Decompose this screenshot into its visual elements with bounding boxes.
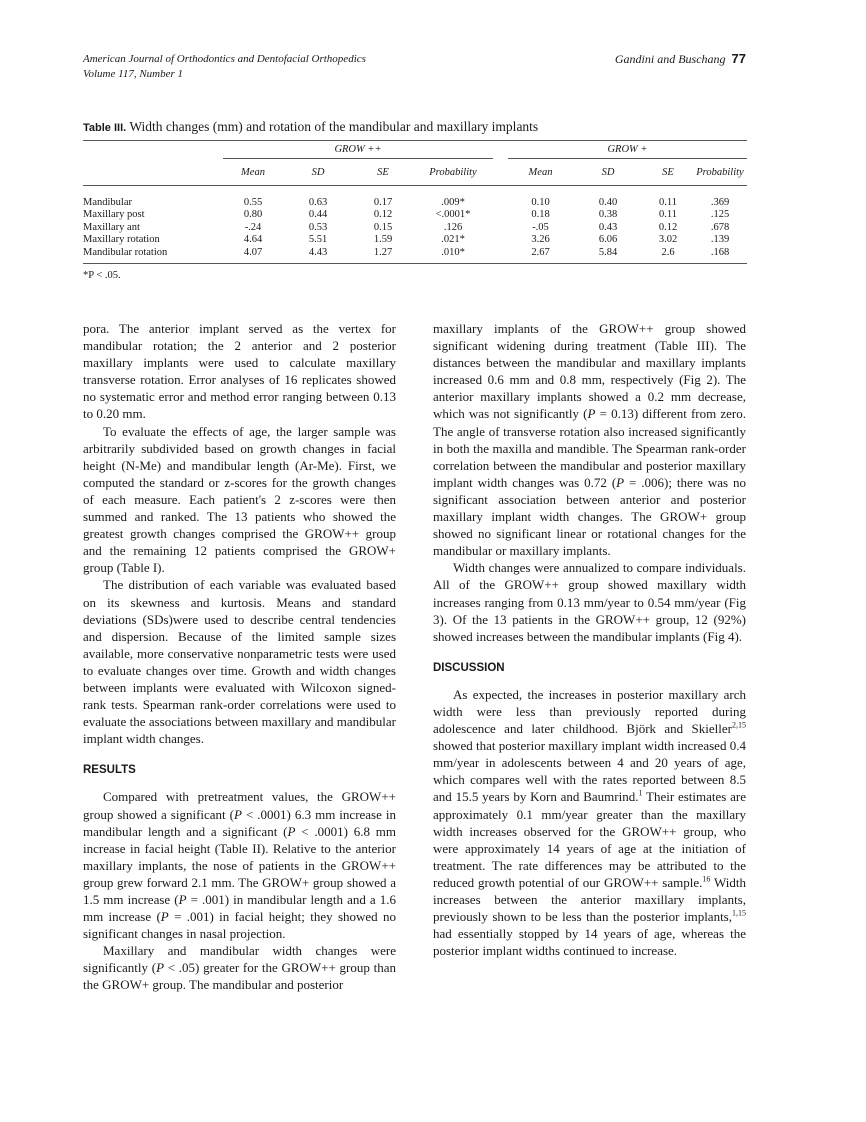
table-cell: 0.40 (598, 196, 618, 208)
citation-superscript: 2,15 (732, 720, 746, 730)
section-heading: RESULTS (83, 764, 136, 777)
table-footnote: *P < .05. (83, 270, 121, 281)
table-cell: 0.11 (659, 209, 677, 221)
paragraph (433, 559, 746, 644)
table-cell: 0.18 (531, 209, 550, 221)
table-row (83, 221, 747, 234)
table-cell: 0.38 (598, 209, 618, 221)
table-cell: .009* (441, 196, 465, 208)
table-caption (83, 119, 538, 135)
table-cell: 1.27 (353, 246, 413, 263)
text-run: To evaluate the effects of age, the larger sample was arbitrarily subdivided based on growth changes in facial height (N-Me) and mandibular length (Ar-Me). First, we computed the standard or z-scores for the growth changes of each measure. Each patient's 2 z-scores were then summed and ranked. The 13 patients who showed the greatest growth changes comprised the GROW++ group and the remaining 12 patients comprised the GROW+ group (Table I). (83, 423, 396, 576)
right-text-column (433, 320, 746, 959)
left-text-column (83, 320, 396, 994)
paragraph (83, 320, 396, 423)
text-run: showed that posterior maxillary implant width increased 0.4 mm/year in adolescents between 4 and 20 years of age, which compares well with the rates reported between 8.5 and 15.5 years by Korn and Baumrind. (433, 738, 746, 805)
table-cell: 0.12 (373, 209, 393, 221)
running-header-authors (615, 51, 746, 67)
running-header-journal (83, 52, 366, 82)
page-number: 77 (731, 51, 746, 66)
table-cell: 0.17 (373, 196, 393, 208)
italic-symbol: P (160, 909, 169, 925)
column-header: SE (353, 159, 413, 186)
text-run: < .0001) 6.8 mm increase in facial height (Table II). Relative to the anterior maxillary implants, the nose of patients in the GROW++ group grew forward 2.1 mm. The GROW+ group showed a 1.5 mm increase ( (83, 823, 396, 907)
text-run: maxillary implants of the GROW++ group showed significant widening during treatment (Table III). The distances between the mandibular and maxillary implants increased 0.6 mm and 0.8 mm, respectively (Fig 2). The anterior maxillary implants showed a 0.2 mm decrease, which was not significantly ( (433, 321, 746, 422)
table-cell: 5.84 (573, 246, 643, 263)
table-cell: 0.55 (243, 196, 263, 208)
text-run: Maxillary and mandibular width changes were significantly ( (83, 943, 396, 976)
table-cell: .125 (710, 209, 730, 221)
table-cell: 4.43 (283, 246, 353, 263)
column-header: SD (573, 159, 643, 186)
table-row (83, 246, 747, 263)
spacer-cell (493, 234, 508, 247)
text-run: = 0.13) different from zero. The angle of transverse rotation also increased significantly in both the maxilla and mandible. The Spearman rank-order correlation between the mandibular and posterior maxillary implant width changes was 0.72 ( (433, 406, 746, 490)
text-run: As expected, the increases in posterior maxillary arch width were less than previously reported during adolescence and later childhood. Björk and Skieller (433, 686, 746, 737)
text-run: Width changes were annualized to compare individuals. All of the GROW++ group showed maxillary width increases ranging from 0.13 mm/year to 0.54 mm/year (Fig 3). Of the 13 patients in the GROW++ group, 12 (92%) showed increases between the mandibular implants (Fig 4). (433, 560, 746, 644)
row-label: Maxillary ant (83, 221, 140, 233)
column-header: Probability (693, 159, 747, 186)
table-label: Table III. (83, 122, 127, 134)
citation-superscript: 1,15 (732, 908, 746, 918)
row-label: Mandibular (83, 196, 132, 208)
table-cell: 0.15 (373, 221, 393, 233)
paragraph (83, 788, 396, 942)
section-heading: DISCUSSION (433, 661, 505, 674)
table-cell: -.24 (244, 221, 262, 233)
table-cell: <.0001* (435, 209, 471, 221)
column-header: SE (643, 159, 693, 186)
data-table (83, 140, 747, 264)
text-run: < .0001) 6.3 mm increase in mandibular length and a significant ( (83, 806, 396, 839)
text-run: = .001) in facial height; they showed no significant changes in nasal projection. (83, 909, 396, 942)
spacer-cell (493, 186, 508, 209)
text-run: Compared with pretreatment values, the GROW++ group showed a significant ( (83, 789, 396, 822)
paragraph (83, 576, 396, 747)
column-header: Mean (508, 159, 573, 186)
table-cell: 4.64 (243, 234, 263, 246)
paragraph (83, 942, 396, 993)
table-cell: .021* (441, 234, 465, 246)
table-cell: -.05 (532, 221, 549, 233)
spacer-cell (493, 221, 508, 234)
table-cell: 0.12 (658, 221, 678, 233)
group-header-grow-plus-plus: GROW ++ (223, 141, 493, 159)
italic-symbol: P (587, 406, 596, 422)
row-label: Mandibular rotation (83, 246, 223, 263)
paragraph (83, 423, 396, 577)
table-cell: 0.10 (531, 196, 550, 208)
table-cell: .010* (413, 246, 493, 263)
journal-title: American Journal of Orthodontics and Dentofacial Orthopedics (83, 53, 366, 65)
text-run: = .001) in mandibular length and a 1.6 mm increase ( (83, 892, 396, 925)
table-row (83, 209, 747, 222)
column-header: SD (283, 159, 353, 186)
row-label: Maxillary rotation (83, 234, 160, 246)
column-header: Probability (413, 159, 493, 186)
table-cell: 0.80 (243, 209, 263, 221)
table-cell: .139 (710, 234, 730, 246)
table-cell: 0.44 (308, 209, 328, 221)
table-cell: 3.26 (531, 234, 550, 246)
text-run: Width increases between the anterior maxillary implants, previously shown to be less than the posterior implants, (433, 874, 746, 925)
table-cell: .126 (443, 221, 463, 233)
table-cell: 5.51 (308, 234, 328, 246)
table-cell: 4.07 (223, 246, 283, 263)
column-header: Mean (223, 159, 283, 186)
text-run: Their estimates are approximately 0.1 mm/year greater than the maxillary width increases observed for the GROW++ group, who were approximately 14 years of age at the initiation of treatment. The rate differences may be attributed to the reduced growth potential of our GROW++ sample. (433, 789, 746, 890)
italic-symbol: P (156, 960, 165, 976)
paragraph (433, 686, 746, 960)
row-label: Maxillary post (83, 209, 145, 221)
spacer-cell (493, 209, 508, 222)
italic-symbol: P (234, 806, 242, 822)
text-run: pora. The anterior implant served as the vertex for mandibular rotation; the 2 anterior and 2 posterior maxillary implants were used to calculate maxillary transverse rotation. Error analyses of 16 replicates showed no systematic error and method error ranging between 0.13 to 0.20 mm. (83, 321, 396, 422)
citation-superscript: 16 (702, 874, 711, 884)
authors: Gandini and Buschang (614, 52, 726, 66)
table-cell: 0.43 (598, 221, 618, 233)
table-caption-text: Width changes (mm) and rotation of the mandibular and maxillary implants (126, 119, 539, 134)
italic-symbol: P (287, 823, 296, 839)
italic-symbol: P (616, 474, 625, 490)
table-cell: 0.11 (659, 196, 677, 208)
table-cell: 6.06 (598, 234, 618, 246)
table-cell: .168 (693, 246, 747, 263)
text-run: had essentially stopped by 14 years of age, whereas the posterior implant widths continued to increase. (433, 926, 746, 959)
table-cell: 1.59 (373, 234, 393, 246)
text-run: < .05) greater for the GROW++ group than the GROW+ group. The mandibular and posterior (83, 960, 396, 993)
spacer-cell (493, 246, 508, 263)
table-cell: .678 (710, 221, 730, 233)
table-cell: .369 (710, 196, 730, 208)
italic-symbol: P (178, 892, 187, 907)
table-row (83, 234, 747, 247)
group-header-grow-plus: GROW + (508, 141, 747, 159)
table-row (83, 186, 747, 209)
table-cell: 2.6 (643, 246, 693, 263)
text-run: = .006); there was no significant association between anterior and posterior maxillary implant width changes. The GROW+ group showed no significant linear or rotational changes for the mandibular or maxillary implants. (433, 474, 746, 559)
table-cell: 2.67 (508, 246, 573, 263)
paragraph (433, 320, 746, 559)
table-cell: 0.53 (308, 221, 328, 233)
table-cell: 0.63 (308, 196, 328, 208)
text-run: The distribution of each variable was evaluated based on its skewness and kurtosis. Means and standard deviations (SDs)were used to describe central tendencies and dispersion. Because of the limited sample sizes available, more conservative nonparametric tests were used to evaluate changes over time. Growth and width changes between implants were evaluated with Wilcoxon signed-rank tests. Spearman rank-order correlations were used to evaluate the associations between maxillary and mandibular implant width changes. (83, 577, 396, 747)
citation-superscript: 1 (638, 789, 643, 799)
journal-volume: Volume 117, Number 1 (83, 68, 184, 80)
table-cell: 3.02 (658, 234, 678, 246)
